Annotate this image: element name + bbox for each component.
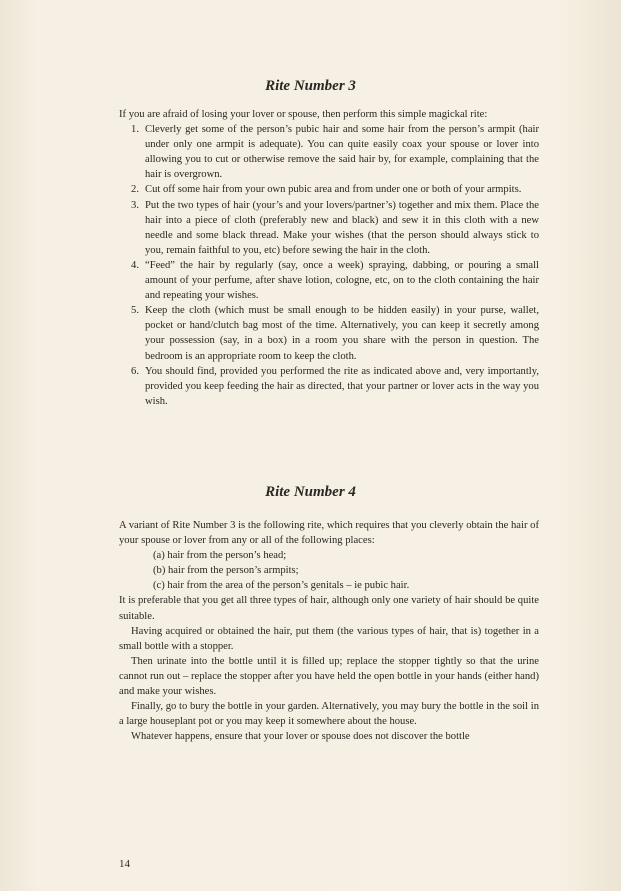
step-item xyxy=(119,258,539,303)
step-text: Put the two types of hair (your’s and your lovers/partner’s) together and mix them. Place the hair into a piece of cloth (preferably new and black) and sew it in this cloth with a new needle and some black thread. Make your wishes (that the person should always stick to you, remain faithful to you, etc) before sewing the hair in the cloth. xyxy=(145,199,539,256)
step-item xyxy=(119,182,539,197)
hair-places-list xyxy=(119,548,539,593)
list-item: (c) hair from the area of the person’s genitals – ie pubic hair. xyxy=(153,580,410,592)
rite-4-body xyxy=(119,518,539,744)
step-item xyxy=(119,122,539,182)
list-item: (a) hair from the person’s head; xyxy=(153,550,287,562)
rite-4-intro: A variant of Rite Number 3 is the following rite, which requires that you cleverly obtain the hair of your spouse or lover from any or all of the following places: xyxy=(119,520,539,547)
step-text: “Feed” the hair by regularly (say, once a week) spraying, dabbing, or pouring a small amount of your perfume, after shave lotion, cologne, etc, on to the cloth containing the hair and repeating your wishes. xyxy=(145,259,539,302)
step-number: 3. xyxy=(131,199,139,211)
step-item xyxy=(119,198,539,258)
rite-3-heading: Rite Number 3 xyxy=(265,78,356,94)
step-text: Keep the cloth (which must be small enough to be hidden easily) in your purse, wallet, pocket or hand/clutch bag most of the time. Alternatively, you can keep it secretly among your possession (say, in a box) in a room you share with the person in question. The bedroom is an appropriate room to keep the cloth. xyxy=(145,305,539,362)
step-number: 1. xyxy=(131,124,139,136)
step-number: 5. xyxy=(131,305,139,317)
list-item: (b) hair from the person’s armpits; xyxy=(153,565,299,577)
step-text: Cleverly get some of the person’s pubic hair and some hair from the person’s armpit (hair under only one armpit is adequate). You can quite easily coax your spouse or lover into allowing you to cut or otherwise remove the said hair by, for example, complaining that the hair is overgrown. xyxy=(145,124,539,181)
step-text: You should find, provided you performed the rite as indicated above and, very importantly, provided you keep feeding the hair as directed, that your partner or lover acts in the way you wish. xyxy=(145,365,539,407)
step-text: Cut off some hair from your own pubic area and from under one or both of your armpits. xyxy=(145,184,522,196)
step-number: 6. xyxy=(131,365,139,377)
step-item xyxy=(119,364,539,409)
rite-4-heading: Rite Number 4 xyxy=(265,484,356,500)
paragraph: Having acquired or obtained the hair, put them (the various types of hair, that is) together in a small bottle with a stopper. xyxy=(119,625,539,652)
paragraph: Whatever happens, ensure that your lover or spouse does not discover the bottle xyxy=(131,731,470,743)
step-item xyxy=(119,303,539,363)
rite-3-body xyxy=(119,107,539,409)
step-number: 4. xyxy=(131,259,139,271)
paragraph: Finally, go to bury the bottle in your garden. Alternatively, you may bury the bottle in the soil in a large houseplant pot or you may keep it somewhere about the house. xyxy=(119,701,539,728)
paragraph: It is preferable that you get all three types of hair, although only one variety of hair should be quite suitable. xyxy=(119,595,539,622)
paragraph: Then urinate into the bottle until it is filled up; replace the stopper tightly so that the urine cannot run out – replace the stopper after you have held the open bottle in your hands (either hand) and make your wishes. xyxy=(119,655,539,698)
rite-3-intro: If you are afraid of losing your lover or spouse, then perform this simple magickal rite: xyxy=(119,109,488,120)
page-number: 14 xyxy=(119,858,130,870)
step-number: 2. xyxy=(131,184,139,196)
rite-3-steps xyxy=(119,122,539,409)
